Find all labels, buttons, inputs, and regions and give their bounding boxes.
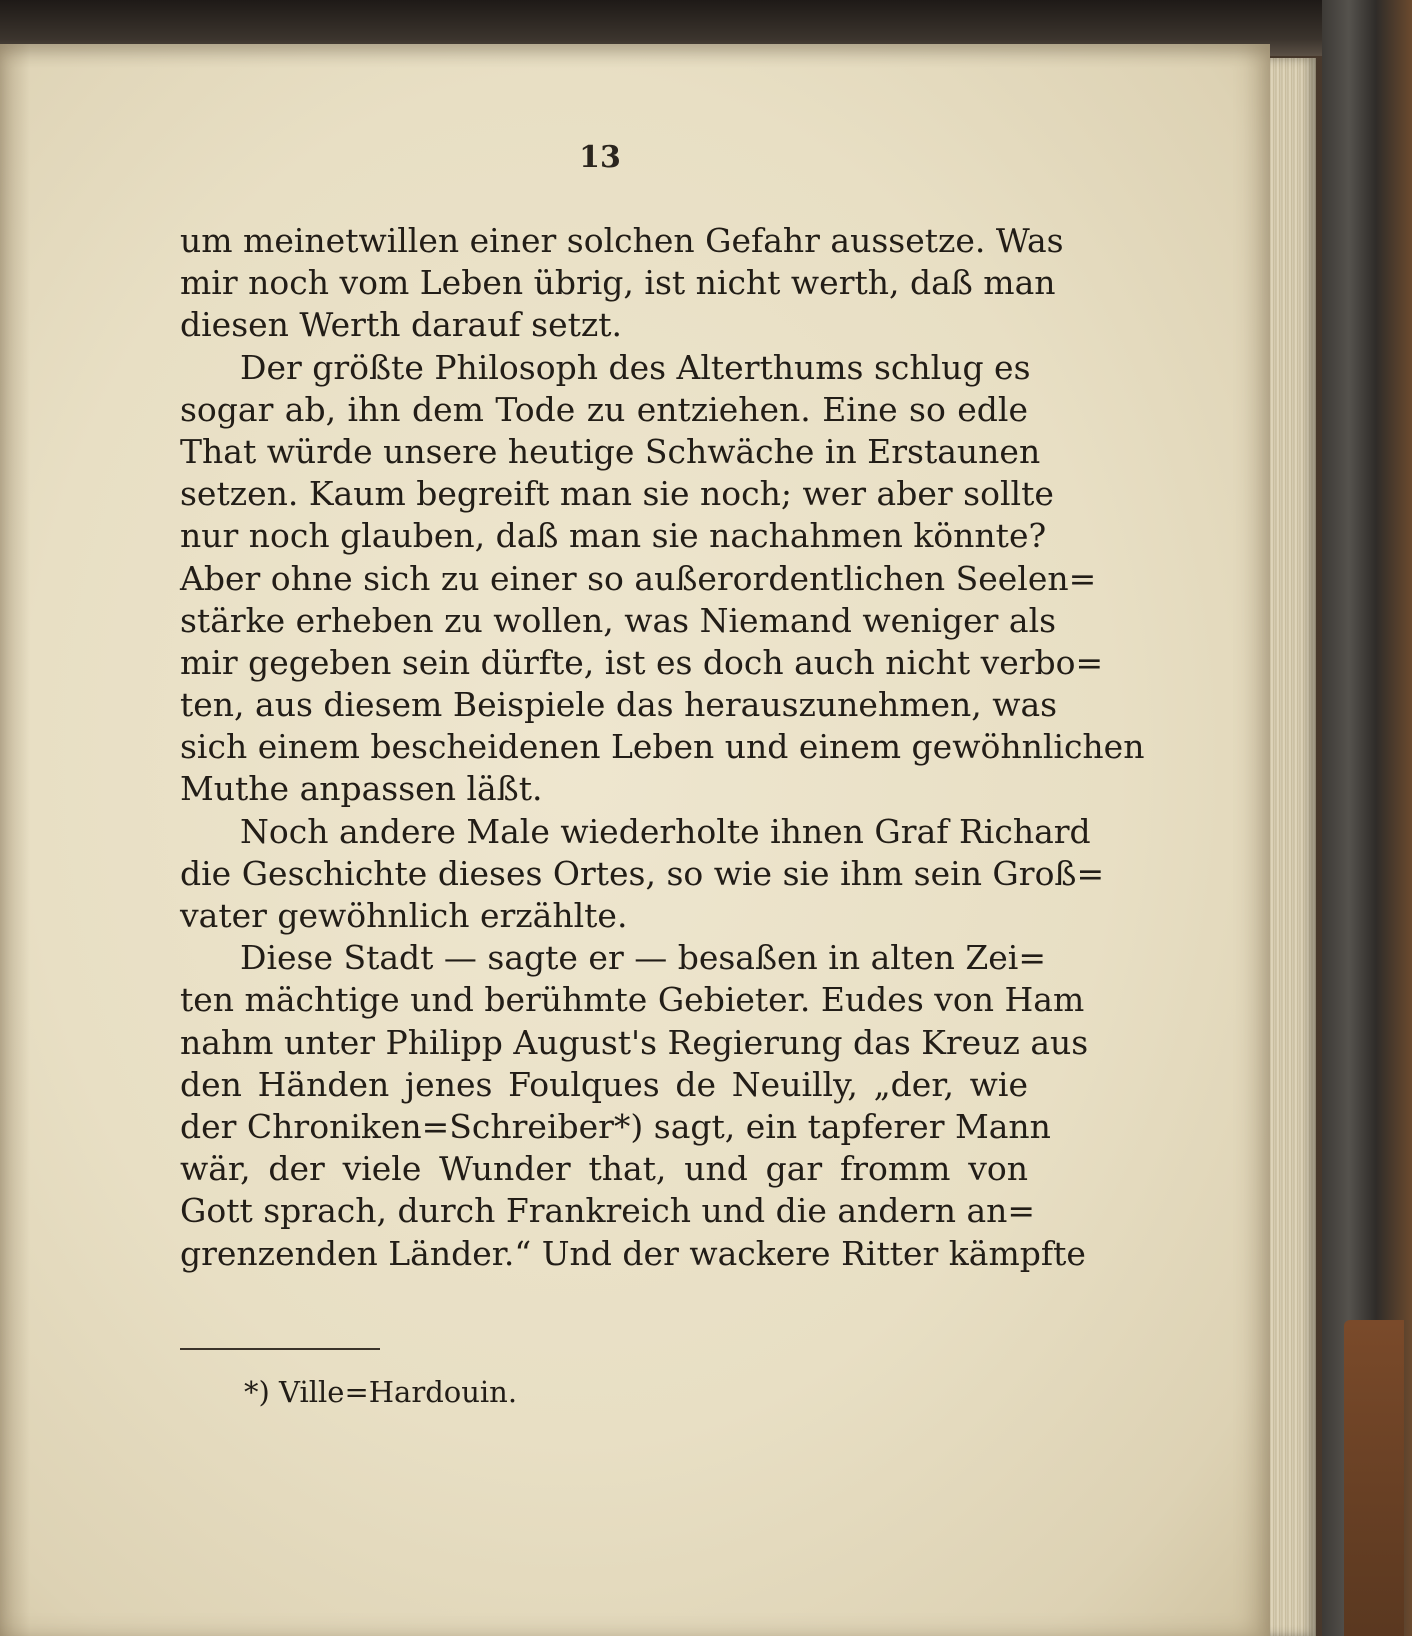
text-line: setzen. Kaum begreift man sie noch; wer aber sollte — [180, 474, 1054, 514]
page-edges — [1262, 58, 1316, 1636]
text-line: Noch andere Male wiederholte ihnen Graf Richard — [240, 811, 1091, 851]
text-line: mir noch vom Leben übrig, ist nicht werth, daß man — [180, 263, 1056, 303]
text-line: stärke erheben zu wollen, was Niemand weniger als — [180, 600, 1057, 640]
text-line: nahm unter Philipp August's Regierung das Kreuz aus — [180, 1022, 1089, 1062]
book-page — [0, 44, 1270, 1636]
text-line: vater gewöhnlich erzählte. — [180, 896, 628, 935]
text-line: Der größte Philosoph des Alterthums schlug es — [240, 347, 1031, 387]
text-line: That würde unsere heutige Schwäche in Erstaunen — [180, 431, 1041, 471]
text-line: die Geschichte dieses Ortes, so wie sie ihm sein Groß= — [180, 853, 1105, 893]
text-line: grenzenden Länder.“ Und der wackere Ritter kämpfte — [180, 1233, 1086, 1273]
text-line: Diese Stadt — sagte er — besaßen in alten Zei= — [240, 938, 1047, 978]
text-line: um meinetwillen einer solchen Gefahr aussetze. Was — [180, 221, 1064, 260]
text-line: Aber ohne sich zu einer so außerordentlichen Seelen= — [180, 558, 1097, 598]
leather-corner — [1344, 1320, 1404, 1636]
text-line: ten, aus diesem Beispiele das herauszunehmen, was — [180, 685, 1058, 725]
footnote-rule — [180, 1348, 380, 1350]
text-line: sogar ab, ihn dem Tode zu entziehen. Eine so edle — [180, 389, 1028, 429]
text-line: wär, der viele Wunder that, und gar fromm von — [180, 1149, 1028, 1189]
text-line: ten mächtige und berühmte Gebieter. Eudes von Ham — [180, 980, 1085, 1020]
text-line: den Händen jenes Foulques de Neuilly, „der, wie — [180, 1064, 1028, 1104]
text-line: Muthe anpassen läßt. — [180, 769, 543, 809]
text-line: nur noch glauben, daß man sie nachahmen könnte? — [180, 516, 1047, 556]
text-line: der Chroniken=Schreiber*) sagt, ein tapferer Mann — [180, 1106, 1051, 1146]
text-line: Gott sprach, durch Frankreich und die andern an= — [180, 1191, 1036, 1231]
text-line: diesen Werth darauf setzt. — [180, 305, 623, 345]
page-number: 13 — [579, 140, 621, 175]
body-text — [180, 220, 1145, 1275]
text-line: sich einem bescheidenen Leben und einem gewöhnlichen — [180, 727, 1145, 767]
footnote: *) Ville=Hardouin. — [244, 1375, 518, 1409]
book-cover-spine — [1322, 0, 1412, 1636]
text-line: mir gegeben sein dürfte, ist es doch auch nicht verbo= — [180, 642, 1104, 682]
